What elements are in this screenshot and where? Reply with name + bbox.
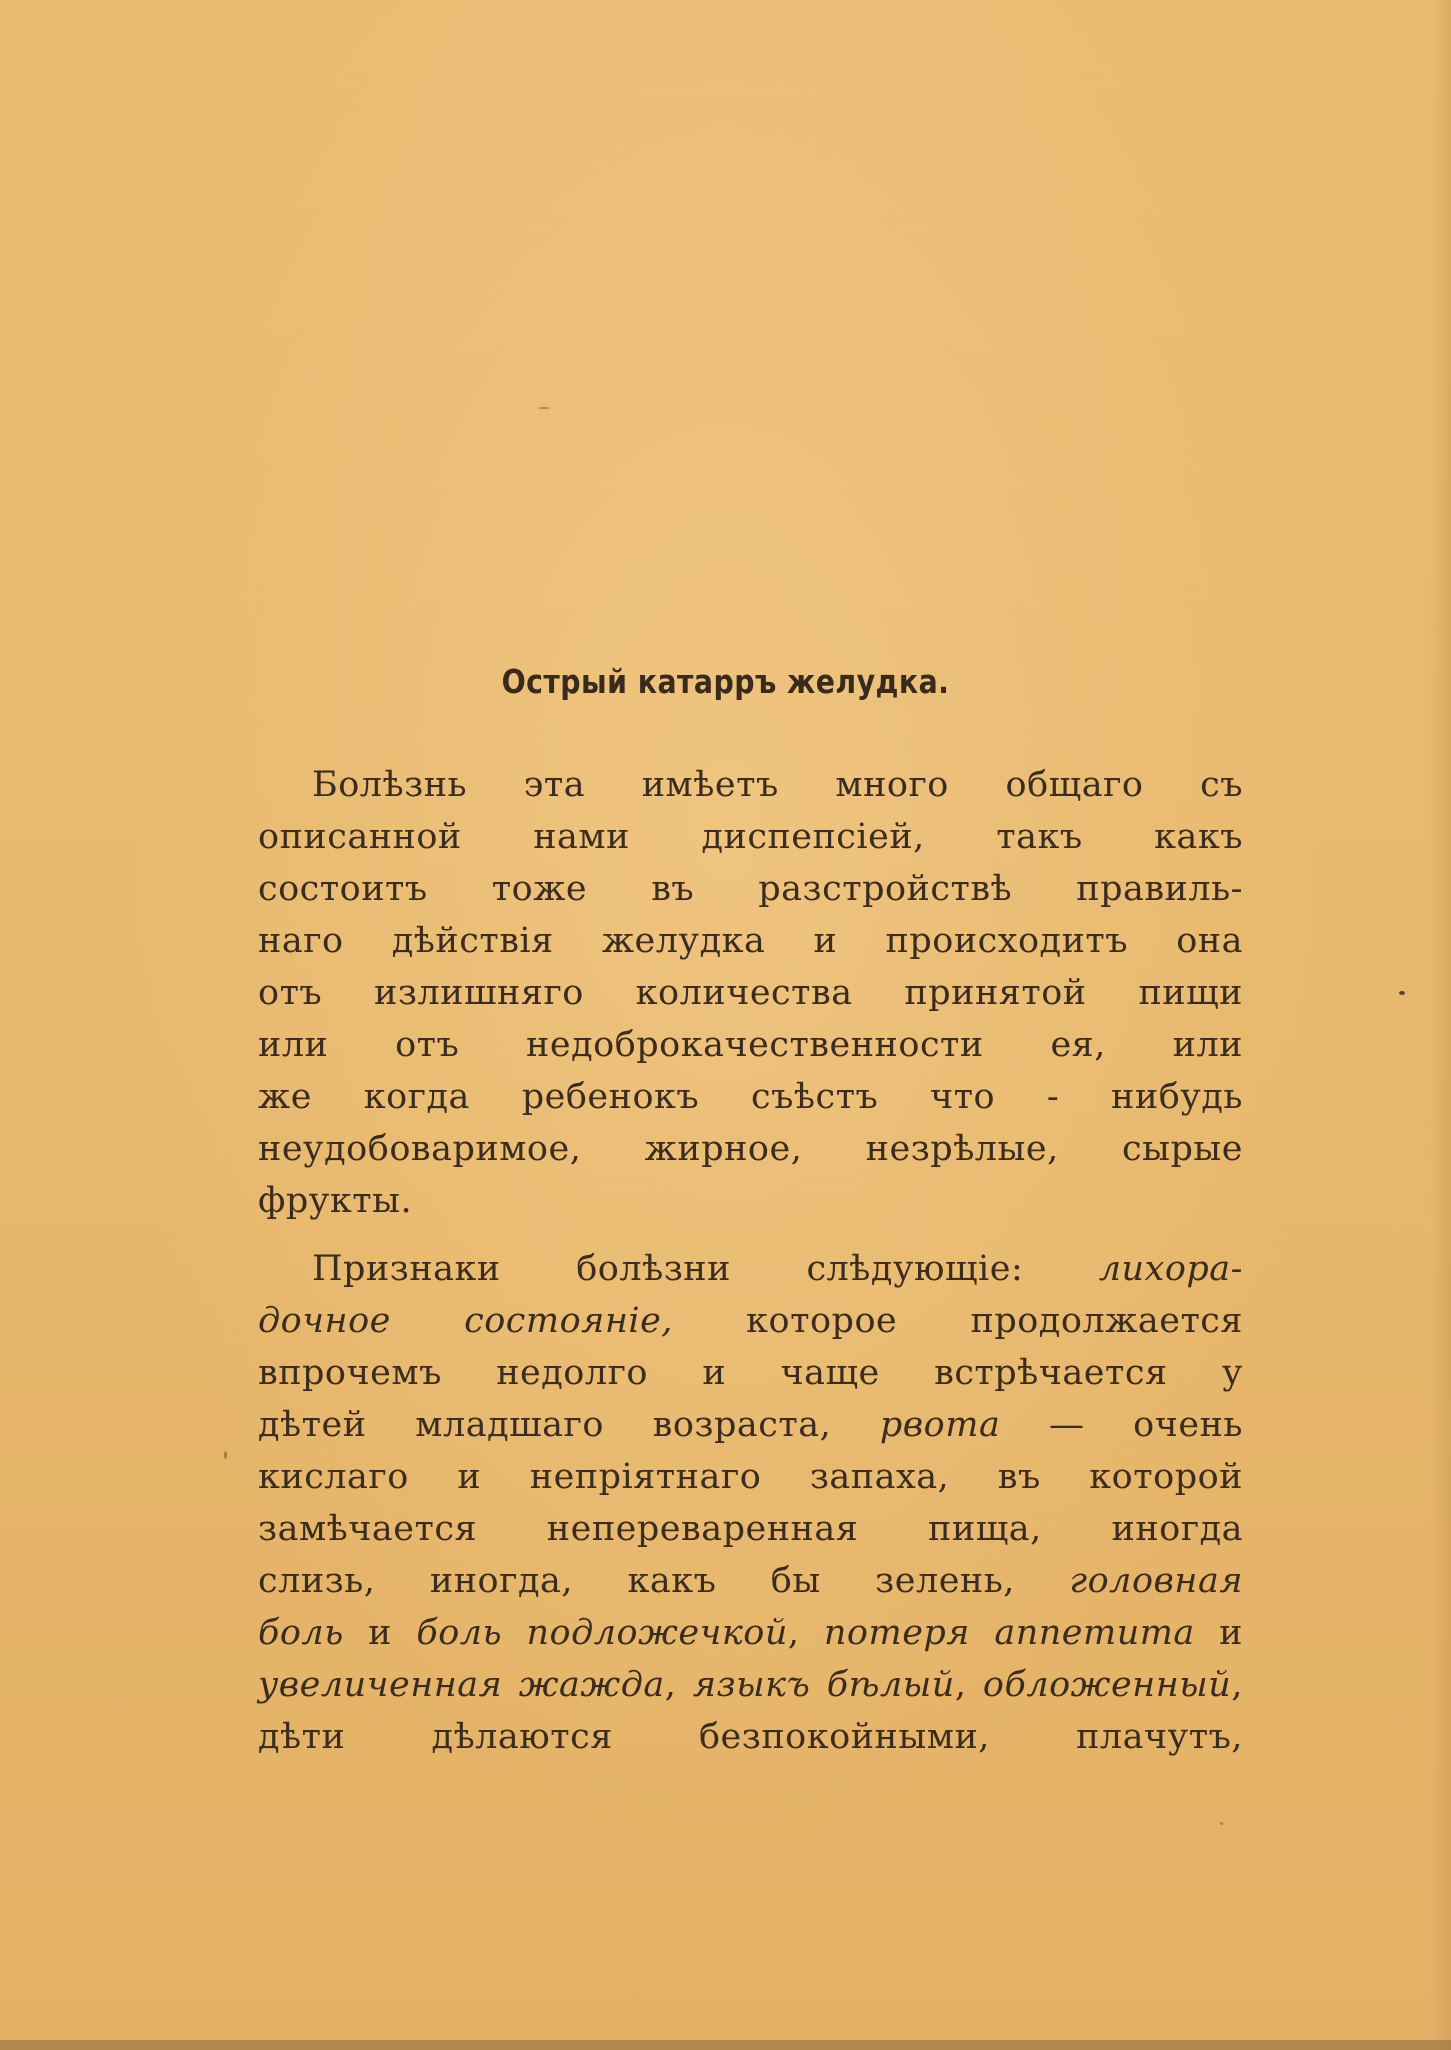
text-line (258, 1659, 1243, 1711)
emphasis-run: лихора- (1098, 1249, 1243, 1289)
text-run: — очень (1000, 1405, 1243, 1445)
paper-speck (1399, 991, 1405, 995)
text-run: и (343, 1613, 417, 1653)
text-run: , (664, 1665, 693, 1705)
emphasis-run: рвота (879, 1405, 1001, 1445)
text-line: описанной нами диспепсіей, такъ какъ (258, 817, 1243, 857)
text-run: Признаки болѣзни слѣдующіе: (312, 1249, 1099, 1289)
paragraph-2 (258, 1243, 1243, 1763)
emphasis-run: боль подложечкой (416, 1613, 788, 1653)
text-run: и (1194, 1613, 1243, 1653)
text-run: которое продолжается (672, 1301, 1243, 1341)
text-line (258, 1555, 1243, 1607)
text-line (258, 1607, 1243, 1659)
emphasis-run: языкъ бѣлый (692, 1665, 955, 1705)
text-line: дѣти дѣлаются безпокойными, плачутъ, (258, 1717, 1243, 1757)
paragraph-1 (258, 759, 1243, 1227)
emphasis-run: дочное состояніе, (258, 1301, 673, 1341)
text-line: отъ излишняго количества принятой пищи (258, 973, 1243, 1013)
chapter-heading: Острый катарръ желудка. (501, 662, 950, 701)
text-line (258, 1399, 1243, 1451)
text-line: впрочемъ недолго и чаще встрѣчается у (258, 1353, 1243, 1393)
text-run: , (787, 1613, 824, 1653)
text-line: неудобоваримое, жирное, незрѣлые, сырые (258, 1129, 1243, 1169)
paper-speck (538, 407, 550, 409)
emphasis-run: увеличенная жажда (258, 1665, 665, 1705)
text-line: фрукты. (258, 1181, 413, 1221)
text-line: состоитъ тоже въ разстройствѣ правиль- (258, 869, 1243, 909)
emphasis-run: потеря аппетита (823, 1613, 1195, 1653)
page-bottom-edge (0, 2040, 1451, 2050)
text-line: замѣчается непереваренная пища, иногда (258, 1509, 1243, 1549)
text-line (258, 1243, 1243, 1295)
page-edge-shadow (1429, 0, 1451, 2050)
text-run: , (954, 1665, 983, 1705)
emphasis-run: головная (1069, 1561, 1243, 1601)
text-run: , (1231, 1665, 1243, 1705)
text-line: же когда ребенокъ съѣстъ что - нибудь (258, 1077, 1243, 1117)
text-run: слизь, иногда, какъ бы зелень, (258, 1561, 1070, 1601)
emphasis-run: обложенный (982, 1665, 1232, 1705)
paper-speck (224, 1451, 227, 1459)
paper-speck (1220, 1822, 1223, 1825)
text-line: Болѣзнь эта имѣетъ много общаго съ (312, 765, 1243, 805)
emphasis-run: боль (258, 1613, 344, 1653)
text-line: или отъ недоброкачественности ея, или (258, 1025, 1243, 1065)
text-run: дѣтей младшаго возраста, (258, 1405, 880, 1445)
text-line (258, 1295, 1243, 1347)
text-line: кислаго и непріятнаго запаха, въ которой (258, 1457, 1243, 1497)
text-line: наго дѣйствія желудка и происходитъ она (258, 921, 1243, 961)
